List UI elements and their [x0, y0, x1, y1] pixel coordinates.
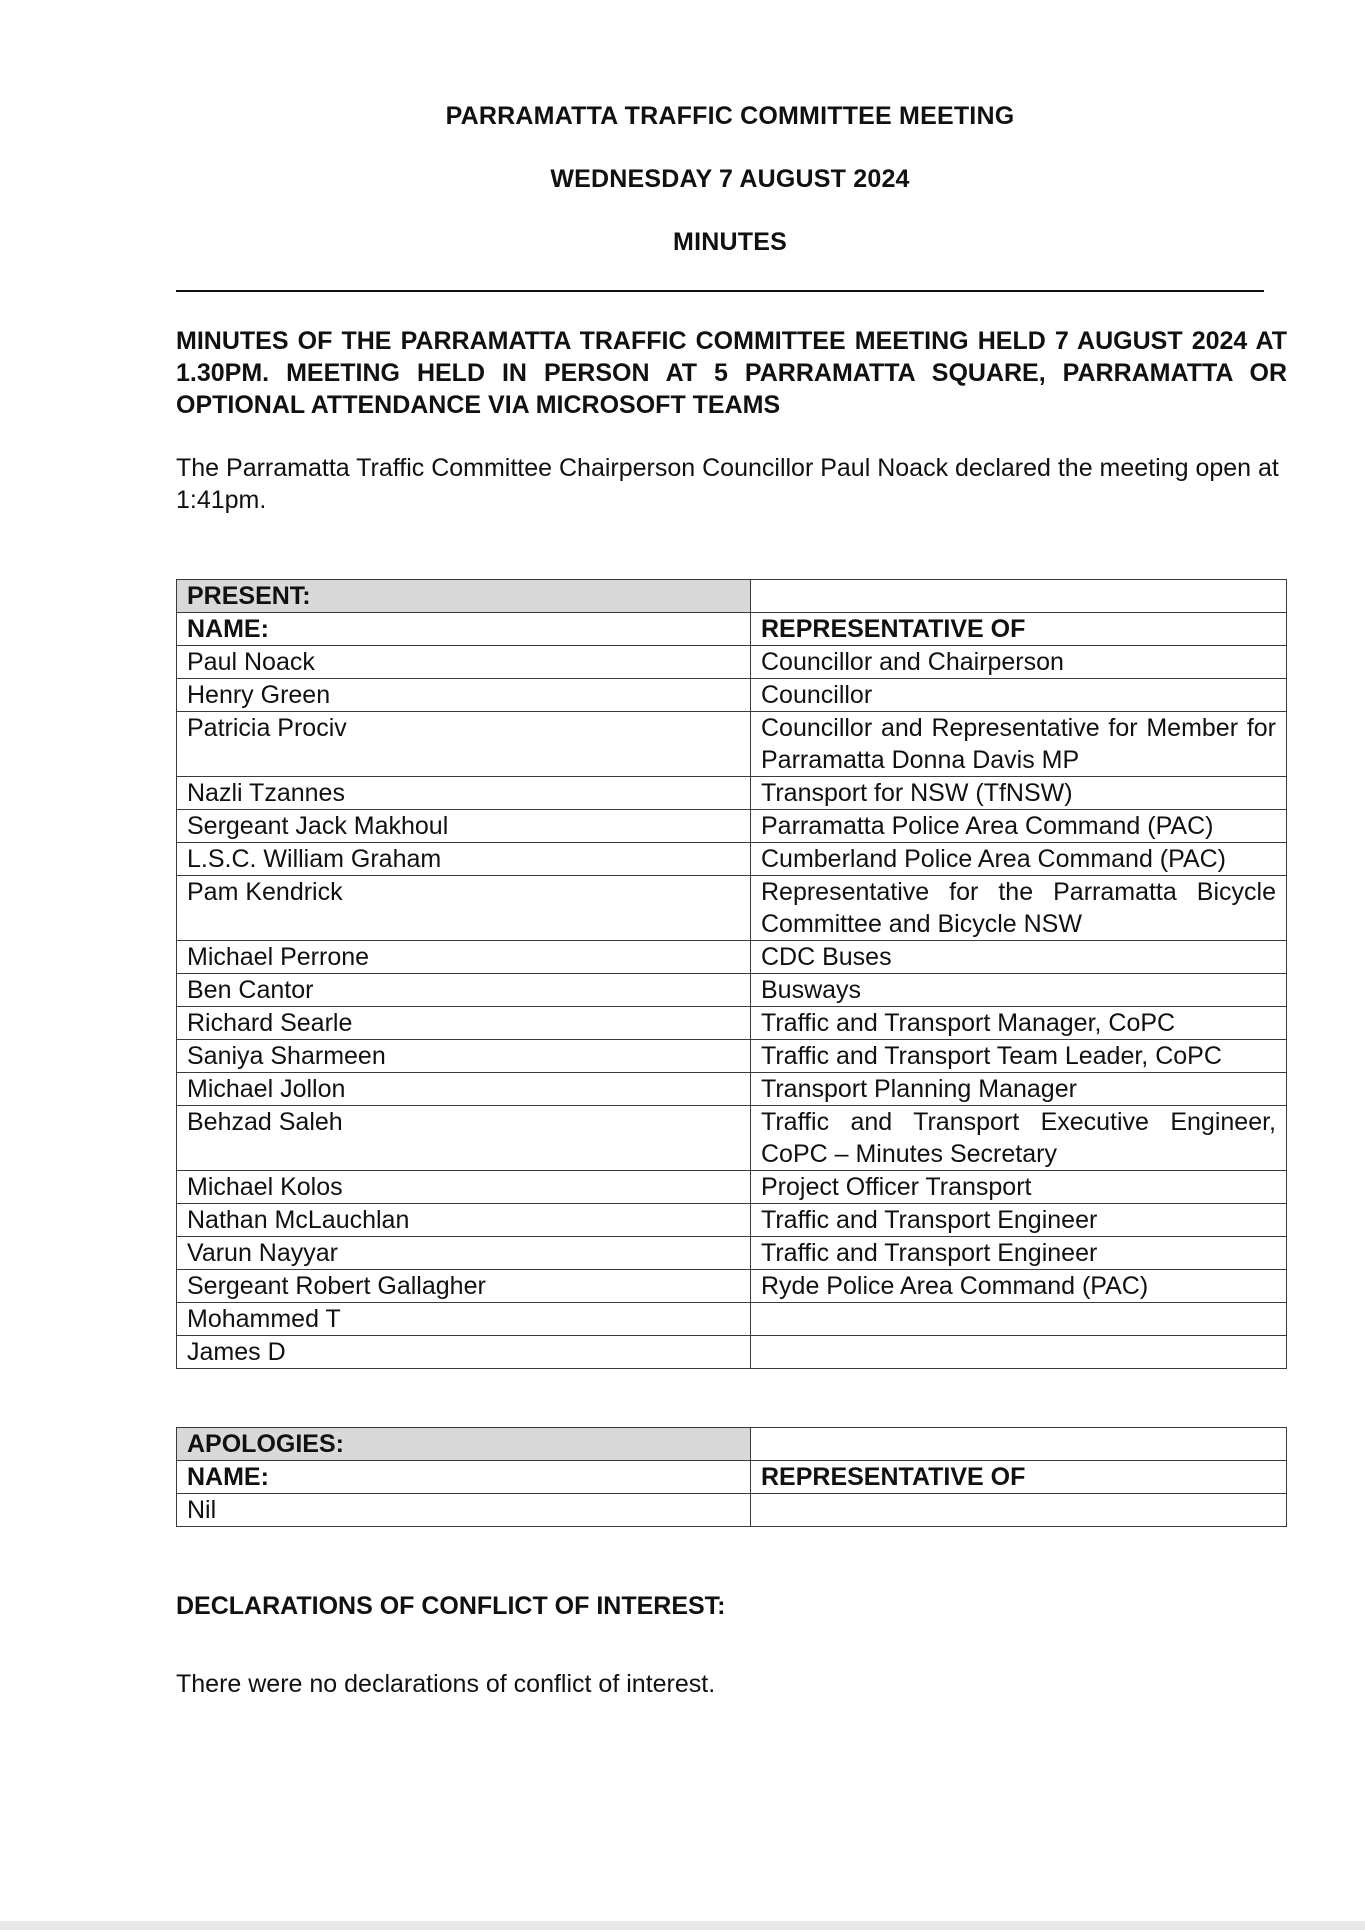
table-row [177, 1237, 1287, 1270]
attendee-name: Michael Kolos [177, 1171, 751, 1204]
page-bottom-edge [0, 1921, 1365, 1930]
attendee-name: Richard Searle [177, 1007, 751, 1040]
present-col-name: NAME: [177, 613, 751, 646]
attendee-representative: Traffic and Transport Engineer [751, 1237, 1287, 1270]
attendee-representative: Transport Planning Manager [751, 1073, 1287, 1106]
attendee-representative [751, 1494, 1287, 1527]
table-row [177, 1494, 1287, 1527]
table-row [177, 646, 1287, 679]
attendee-name: Varun Nayyar [177, 1237, 751, 1270]
attendee-name: Ben Cantor [177, 974, 751, 1007]
present-col-rep: REPRESENTATIVE OF [751, 613, 1287, 646]
present-header-row [177, 613, 1287, 646]
attendee-representative: Councillor and Chairperson [751, 646, 1287, 679]
attendee-name: L.S.C. William Graham [177, 843, 751, 876]
table-row [177, 1073, 1287, 1106]
attendee-name: Nazli Tzannes [177, 777, 751, 810]
attendee-name: Sergeant Robert Gallagher [177, 1270, 751, 1303]
attendee-representative: Ryde Police Area Command (PAC) [751, 1270, 1287, 1303]
attendee-representative: Traffic and Transport Engineer [751, 1204, 1287, 1237]
apologies-rows [177, 1494, 1287, 1527]
apologies-label-row [177, 1428, 1287, 1461]
attendee-name: Patricia Prociv [177, 712, 751, 777]
attendee-representative: Councillor [751, 679, 1287, 712]
header-divider [176, 290, 1264, 292]
apologies-table [176, 1427, 1287, 1527]
table-row [177, 1303, 1287, 1336]
present-label-row [177, 580, 1287, 613]
attendee-name: Pam Kendrick [177, 876, 751, 941]
attendee-representative: Traffic and Transport Team Leader, CoPC [751, 1040, 1287, 1073]
table-row [177, 1007, 1287, 1040]
document-type: MINUTES [673, 228, 787, 256]
attendee-name: Michael Perrone [177, 941, 751, 974]
attendee-representative: Cumberland Police Area Command (PAC) [751, 843, 1287, 876]
attendee-representative: Project Officer Transport [751, 1171, 1287, 1204]
table-row [177, 876, 1287, 941]
conflict-text: There were no declarations of conflict of interest. [176, 1670, 716, 1698]
attendee-representative: CDC Buses [751, 941, 1287, 974]
attendee-name: Saniya Sharmeen [177, 1040, 751, 1073]
table-row [177, 712, 1287, 777]
apologies-col-rep: REPRESENTATIVE OF [751, 1461, 1287, 1494]
table-row [177, 941, 1287, 974]
present-label-empty-cell [751, 580, 1287, 613]
attendee-representative: Traffic and Transport Manager, CoPC [751, 1007, 1287, 1040]
table-row [177, 1204, 1287, 1237]
attendee-representative: Councillor and Representative for Member for Parramatta Donna Davis MP [751, 712, 1287, 777]
attendee-name: James D [177, 1336, 751, 1369]
attendee-name: Mohammed T [177, 1303, 751, 1336]
attendee-name: Sergeant Jack Makhoul [177, 810, 751, 843]
attendee-representative: Representative for the Parramatta Bicycle Committee and Bicycle NSW [751, 876, 1287, 941]
table-row [177, 1171, 1287, 1204]
present-rows [177, 646, 1287, 1369]
apologies-label-empty-cell [751, 1428, 1287, 1461]
table-row [177, 1336, 1287, 1369]
attendee-representative: Transport for NSW (TfNSW) [751, 777, 1287, 810]
attendee-representative: Parramatta Police Area Command (PAC) [751, 810, 1287, 843]
meeting-title: PARRAMATTA TRAFFIC COMMITTEE MEETING [445, 102, 1015, 130]
attendee-representative [751, 1303, 1287, 1336]
attendee-name: Michael Jollon [177, 1073, 751, 1106]
present-table [176, 579, 1287, 1369]
apologies-col-name: NAME: [177, 1461, 751, 1494]
apologies-label: APOLOGIES: [177, 1428, 751, 1461]
attendee-representative: Busways [751, 974, 1287, 1007]
attendee-name: Henry Green [177, 679, 751, 712]
table-row [177, 974, 1287, 1007]
apologies-header-row [177, 1461, 1287, 1494]
table-row [177, 1270, 1287, 1303]
table-row [177, 843, 1287, 876]
table-row [177, 810, 1287, 843]
opening-statement: The Parramatta Traffic Committee Chairperson Councillor Paul Noack declared the meeting open at 1:41pm. [176, 454, 1279, 514]
intro-heading: MINUTES OF THE PARRAMATTA TRAFFIC COMMITTEE MEETING HELD 7 AUGUST 2024 AT 1.30PM. MEETING HELD IN PERSON AT 5 PARRAMATTA SQUARE, PARRAMATTA OR OPTIONAL ATTENDANCE VIA MICROSOFT TEAMS [176, 327, 1287, 419]
attendee-representative: Traffic and Transport Executive Engineer, CoPC – Minutes Secretary [751, 1106, 1287, 1171]
attendee-name: Behzad Saleh [177, 1106, 751, 1171]
attendee-representative [751, 1336, 1287, 1369]
attendee-name: Paul Noack [177, 646, 751, 679]
table-row [177, 1106, 1287, 1171]
table-row [177, 1040, 1287, 1073]
table-row [177, 679, 1287, 712]
attendee-name: Nil [177, 1494, 751, 1527]
meeting-date: WEDNESDAY 7 AUGUST 2024 [550, 165, 910, 193]
present-label: PRESENT: [177, 580, 751, 613]
conflict-heading: DECLARATIONS OF CONFLICT OF INTEREST: [176, 1592, 726, 1620]
attendee-name: Nathan McLauchlan [177, 1204, 751, 1237]
table-row [177, 777, 1287, 810]
